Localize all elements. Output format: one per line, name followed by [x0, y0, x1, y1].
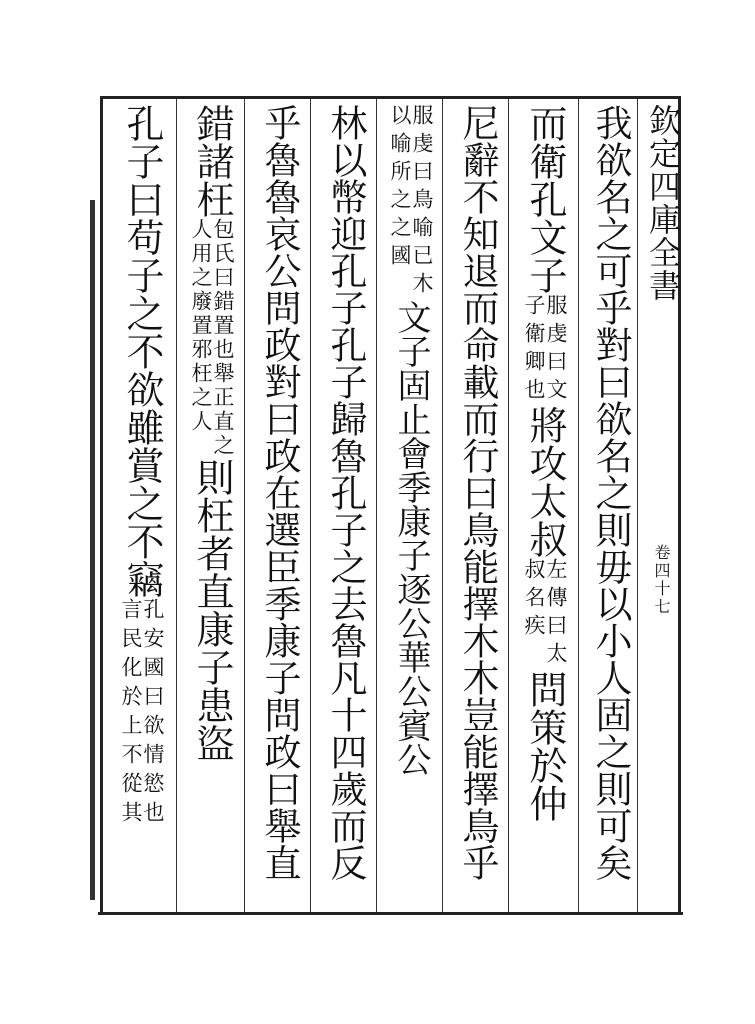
- annotation-line: 叔名疾: [522, 558, 546, 642]
- main-text: 將攻太叔: [523, 406, 567, 558]
- text-column-7: [182, 104, 242, 762]
- frame-border-bottom: [98, 912, 683, 915]
- annotation-line: 服虔曰鳥喻已木: [410, 104, 434, 300]
- volume-number: 卷四十七: [652, 544, 671, 616]
- annotation-line: 子衛卿也: [522, 294, 546, 406]
- annotation-line: 左傳曰太: [544, 558, 568, 670]
- annotation-pair: [190, 218, 234, 458]
- column-divider: [637, 99, 638, 912]
- annotation-line: 服虔曰文: [544, 294, 568, 406]
- text-column-3: [448, 104, 506, 881]
- main-text: 而衛孔文子: [523, 104, 567, 294]
- frame-border-top: [100, 96, 680, 99]
- main-text: 林以幣迎孔子孔子歸魯孔子之去魯凡十四歲而反: [324, 104, 367, 881]
- book-title: 欽定四庫全書: [644, 104, 682, 302]
- column-divider: [244, 99, 245, 912]
- scan-edge-shadow: [90, 200, 95, 900]
- column-divider: [376, 99, 377, 912]
- text-column-4: [382, 104, 440, 776]
- text-column-1: [584, 104, 636, 881]
- main-text: 我欲名之可乎對曰欲名之則毋以小人固之則可矣: [589, 104, 632, 881]
- column-divider: [310, 99, 311, 912]
- page-header-column: [640, 104, 682, 616]
- annotation-pair: [523, 558, 567, 670]
- main-text: 則枉者直康子患盜: [190, 458, 234, 762]
- annotation-line: 言民化於上不從其: [119, 598, 143, 830]
- main-text: 尼辭不知退而命載而行曰鳥能擇木木豈能擇鳥乎: [456, 104, 499, 881]
- annotation-line: 人用之廢置邪枉之人: [189, 218, 213, 434]
- annotation-line: 孔安國曰欲情慾也: [141, 598, 165, 830]
- column-divider: [442, 99, 443, 912]
- main-text: 乎魯魯哀公問政對曰政在選臣季康子問政曰舉直: [258, 104, 301, 881]
- annotation-pair: [120, 598, 164, 830]
- column-divider: [508, 99, 509, 912]
- main-text: 問策於仲: [523, 670, 567, 822]
- main-text: 文子固止會季康子逐公華公賓公: [391, 300, 431, 776]
- column-divider: [578, 99, 579, 912]
- frame-border-left: [100, 96, 103, 914]
- text-column-6: [250, 104, 308, 881]
- text-column-2: [514, 104, 576, 822]
- column-divider: [176, 99, 177, 912]
- annotation-pair: [389, 104, 433, 300]
- main-text: 錯諸枉: [190, 104, 234, 218]
- text-column-8: [110, 104, 174, 830]
- text-column-5: [316, 104, 374, 881]
- annotation-pair: [523, 294, 567, 406]
- main-text: 孔子曰苟子之不欲雖賞之不竊: [120, 104, 164, 598]
- annotation-line: 以喻所之之國: [388, 104, 412, 272]
- annotation-line: 包氏曰錯置也舉正直之: [211, 218, 235, 458]
